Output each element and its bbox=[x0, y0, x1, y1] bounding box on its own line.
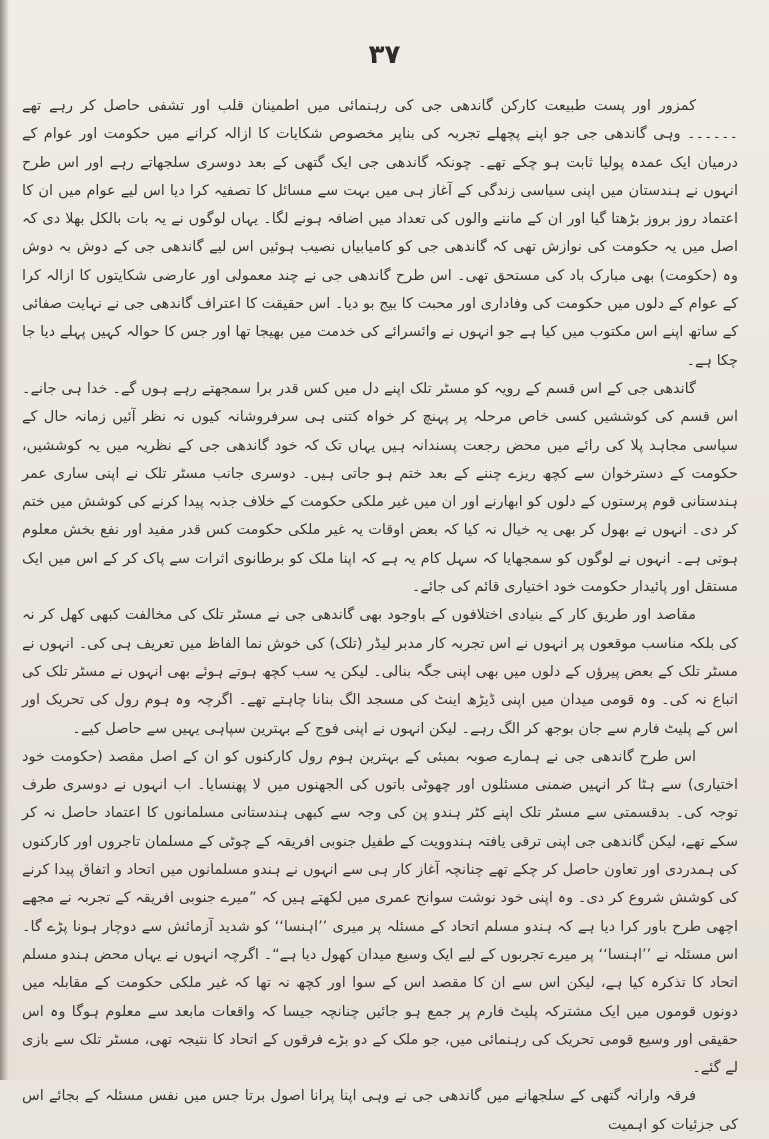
paragraph-2: گاندھی جی کے اس قسم کے رویہ کو مسٹر تلک اپنے دل میں کس قدر برا سمجھتے رہے ہوں گے۔ خدا ہی جانے۔ اس قسم کی کوششیں کسی خاص مرحلہ پر پہنچ کر خواہ کتنی ہی سرفروشانہ کیوں نہ نظر آئیں زمانہ حال کے سیاسی مجاہد پلا کی رائے میں محض رجعت پسندانہ ہیں یہاں تک کہ خود گاندھی جی کے نظریہ میں یہ کوششیں، حکومت کے دسترخوان سے کچھ ریزے چننے کے بعد ختم ہو جاتی ہیں۔ دوسری جانب مسٹر تلک نے اپنی ساری عمر ہندستانی قوم پرستوں کے دلوں کو ابھارنے اور ان میں غیر ملکی حکومت کے خلاف جذبہ پیدا کرنے کی کوشش میں ختم کر دی۔ انہوں نے بھول کر بھی یہ خیال نہ کیا کہ بعض اوقات یہ غیر ملکی حکومت کس قدر مفید اور نفع بخش معلوم ہوتی ہے۔ انہوں نے لوگوں کو سمجھایا کہ سہل کام یہ ہے کہ اپنا ملک کو برطانوی اثرات سے پاک کر کے اس میں ایک مستقل اور پائیدار حکومت خود اختیاری قائم کی جائے۔ bbox=[22, 380, 738, 596]
body-text bbox=[22, 92, 738, 1139]
paragraph-1: کمزور اور پست طبیعت کارکن گاندھی جی کی رہنمائی میں اطمینان قلب اور تشفی حاصل کر رہے تھے ۔۔۔۔۔۔ وہی گاندھی جی جو اپنے پچھلے تجربہ کی بناپر مخصوص شکایات کا ازالہ کرانے میں حکومت اور عوام کے درمیان ایک عمدہ پولیا ثابت ہو چکے تھے۔ چونکہ گاندھی جی ایک گتھی کے بعد دوسری سلجھاتے رہے اور اس طرح انہوں نے ہندستان میں اپنی سیاسی زندگی کے آغاز ہی میں بہت سے مسائل کا تصفیہ کرا دیا اس لیے عوام میں ان کا اعتماد روز بروز بڑھتا گیا اور ان کے ماننے والوں کی تعداد میں اضافہ ہونے لگا۔ یہاں لوگوں نے یہ بات بالکل بھلا دی کہ اصل میں یہ حکومت کی نوازش تھی کہ گاندھی جی کو کامیابیاں نصیب ہوئیں اس لیے گاندھی جی کے دوش بہ دوش وہ (حکومت) بھی مبارک باد کی مستحق تھی۔ اس طرح گاندھی جی نے چند معمولی اور عارضی شکایتوں کا ازالہ کرا کے عوام کے دلوں میں حکومت کی وفاداری اور محبت کا بیج بو دیا۔ اس حقیقت کا اعتراف گاندھی جی نے نہایت صفائی کے ساتھ اپنے اس مکتوب میں کیا ہے جو انہوں نے وائسرائے کی خدمت میں بھیجا تھا اور جس کا حوالہ کہیں پہلے دیا جا چکا ہے۔ bbox=[22, 98, 738, 369]
paragraph-5: فرقہ وارانہ گتھی کے سلجھانے میں گاندھی جی نے وہی اپنا پرانا اصول برتا جس میں نفس مسئلہ کے بجائے اس کی جزئیات کو اہمیت bbox=[22, 1088, 738, 1133]
paragraph-3: مقاصد اور طریق کار کے بنیادی اختلافوں کے باوجود بھی گاندھی جی نے مسٹر تلک کی مخالفت کبھی کھل کر نہ کی بلکہ مناسب موقعوں پر انہوں نے اس تجربہ کار مدبر لیڈر (تلک) کی خوش نما الفاظ میں تعریف ہی کی۔ انہوں نے مسٹر تلک کے بعض پیرؤں کے دلوں میں بھی اپنی جگہ بنالی۔ لیکن یہ سب کچھ ہوتے ہوئے بھی انہوں نے مسٹر تلک کی اتباع نہ کی۔ وہ قومی میدان میں اپنی ڈیڑھ اینٹ کی مسجد الگ بنانا چاہتے تھے۔ اگرچہ وہ ہوم رول کی تحریک اور اس کے پلیٹ فارم سے جان بوجھ کر الگ رہے۔ لیکن انہوں نے اپنی فوج کے بہترین سپاہی یہیں سے حاصل کیے۔ bbox=[22, 607, 738, 737]
page-number: ۳۷ bbox=[368, 40, 401, 70]
paragraph-4: اس طرح گاندھی جی نے ہمارے صوبہ بمبئی کے بہترین ہوم رول کارکنوں کو ان کے اصل مقصد (حکومت خود اختیاری) سے ہٹا کر انہیں ضمنی مسئلوں اور چھوٹی باتوں کی الجھنوں میں لا پھنسایا۔ اب انہوں نے دوسری طرف توجہ کی۔ بدقسمتی سے مسٹر تلک اپنے کٹر ہندو پن کی وجہ سے کبھی ہندستانی مسلمانوں کا اعتماد حاصل نہ کر سکے تھے، لیکن گاندھی جی اپنی ترقی یافتہ ہندوویت کے طفیل جنوبی افریقہ کے چوٹی کے مسلمان تاجروں اور کارکنوں کی ہمدردی اور تعاون حاصل کر چکے تھے چنانچہ آغاز کار ہی سے انہوں نے ہندو مسلمانوں میں اتحاد و اتفاق پیدا کرنے کی کوشش شروع کر دی۔ وہ اپنی خود نوشت سوانح عمری میں لکھتے ہیں کہ ”میرے جنوبی افریقہ کے تجربہ نے مجھے اچھی طرح باور کرا دیا ہے کہ ہندو مسلم اتحاد کے مسئلہ پر میری ’’اہنسا‘‘ کو شدید آزمائش سے دوچار ہونا پڑے گا۔ اس مسئلہ نے ’’اہنسا‘‘ پر میرے تجربوں کے لیے ایک وسیع میدان کھول دیا ہے“۔ اگرچہ انہوں نے یہاں محض ہندو مسلم اتحاد کا تذکرہ کیا ہے، لیکن اس سے ان کا مقصد اس کے سوا اور کچھ نہ تھا کہ غیر ملکی حکومت کے مقابلہ میں دونوں قوموں میں ایک مشترکہ پلیٹ فارم پر جمع ہو جائیں چنانچہ جیسا کہ واقعات مابعد سے معلوم ہوگا وہ اس حقیقی اور وسیع قومی تحریک کی رہنمائی میں، جو ملک کے دو بڑے فرقوں کے اتحاد کا نتیجہ تھی، مسٹر تلک سے بازی لے گئے۔ bbox=[22, 748, 738, 1077]
page-binding-edge bbox=[0, 0, 9, 1080]
